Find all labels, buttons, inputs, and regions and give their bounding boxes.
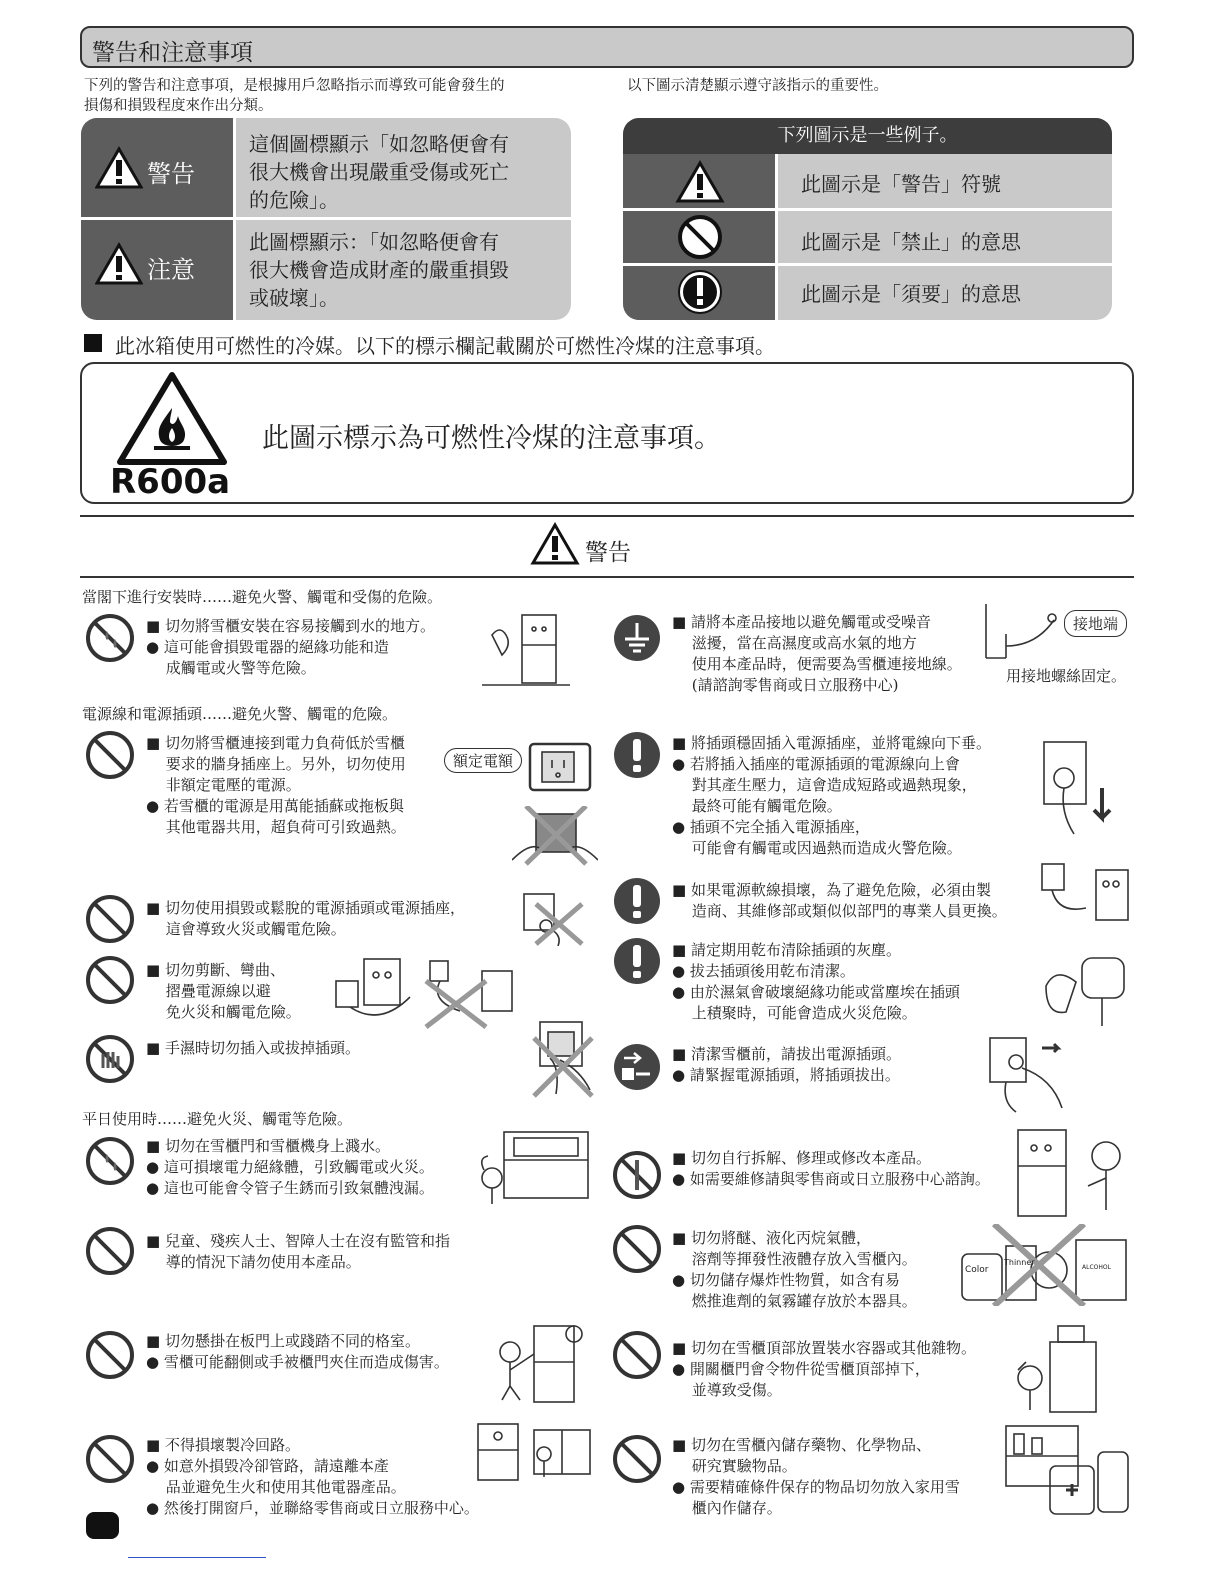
prohibited-icon [85,1434,135,1484]
divider [80,576,1134,578]
warning-triangle-icon [95,146,143,190]
overloaded-socket-illustration [512,806,598,866]
repair-person-illustration [1014,1126,1132,1220]
list-item: ■ 如果電源軟線損壞，為了避免危險，必須由製 造商、其維修部或類似似部門的專業人員更換。 [672,881,1007,920]
no-disassembly-icon [612,1150,662,1200]
color-can-label: Color [965,1265,989,1275]
no-water-icon [85,1136,135,1186]
mandatory-icon [612,936,662,986]
caution-triangle-icon [95,242,143,286]
flammable-refrigerant-box [80,362,1134,504]
section-title: 警告和注意事項 [92,40,253,66]
damaged-cord-illustration [1036,860,1132,926]
list-item: ■ 切勿將雪櫃連接到電力負荷低於雪櫃 要求的牆身插座上。另外，切勿使用 非額定電壓的電源。 ● 若雪櫃的電源是用萬能插蘇或拖板與 其他電器共用，超負荷可引致過熱。 [146,734,406,836]
intro-right: 以下圖示清楚顯示遵守該指示的重要性。 [627,78,888,94]
refrigerant-code: R600a [110,462,231,502]
section-header [80,26,1134,68]
alcohol-can-label: ALCOHOL [1082,1264,1111,1271]
medicine-storage-illustration [1002,1422,1132,1518]
ground-wire-illustration [982,604,1068,664]
ground-screw-label: 用接地螺絲固定。 [1006,667,1127,685]
footer-link-line [128,1557,266,1558]
prohibited-icon [612,1330,662,1380]
list-item: ■ 手濕時切勿插入或拔掉插頭。 [146,1039,360,1057]
intro-left [84,76,604,116]
square-bullet-icon [84,334,102,352]
list-item: ■ 切勿剪斷、彎曲、 摺疊電源線以避 免火災和觸電危險。 [146,961,301,1021]
unplugging-hand-illustration [986,1030,1086,1116]
fridge-water-illustration [482,605,572,693]
list-item: ■ 切勿懸掛在板門上或踐踏不同的格室。 ● 雪櫃可能翻側或手被櫃門夾住而造成傷害。 [146,1332,449,1371]
example-prohibited-text: 此圖示是「禁止」的意思 [801,230,1021,254]
list-item: ■ 切勿使用損毀或鬆脫的電源插頭或電源插座， 這會導致火災或觸電危險。 [146,899,465,938]
list-item: ■ 清潔雪櫃前，請拔出電源插頭。 ● 請緊握電源插頭，將插頭拔出。 [672,1045,901,1084]
dusting-plug-illustration [1036,946,1132,1028]
rated-voltage-label: 額定電額 [444,748,522,773]
hazard-levels-box [81,118,571,320]
list-item: ■ 切勿在雪櫃內儲存藥物、化學物品、 研究實驗物品。 ● 需要精確條件保存的物品切勿放入家用雪 櫃內作儲存。 [672,1436,960,1517]
no-water-icon [85,613,135,663]
ground-terminal-label: 接地端 [1064,610,1127,637]
ground-icon [612,613,662,663]
symbol-examples-box [623,118,1112,320]
list-item: ■ 切勿自行拆解、修理或修改本產品。 ● 如需要維修請與零售商或日立服務中心諮詢。 [672,1149,990,1188]
prohibited-icon [612,1224,662,1274]
prohibited-icon [85,1226,135,1276]
example-warning-text: 此圖示是「警告」符號 [801,172,1001,196]
prohibited-icon [85,730,135,780]
unplug-icon [612,1042,662,1092]
mandatory-icon [676,268,724,316]
damaged-plug-illustration [512,880,588,946]
example-mandatory-text: 此圖示是「須要」的意思 [801,282,1021,306]
falling-objects-illustration [1010,1322,1116,1416]
bent-cord-illustration [330,955,520,1031]
intro-line: 下列的警告和注意事項，是根據用戶忽略指示而導致可能會發生的 [84,78,505,94]
prohibited-icon [612,1434,662,1484]
plug-insert-illustration [1040,738,1126,838]
list-item: ■ 請定期用乾布清除插頭的灰塵。 ● 拔去插頭後用乾布清潔。 ● 由於濕氣會破壞絕緣功能或當塵埃在插頭 上積聚時，可能會造成火災危險。 [672,941,960,1022]
ventilate-window-illustration [472,1420,596,1484]
thinner-can-label: Thinner [1004,1258,1035,1267]
mandatory-icon [612,730,662,780]
refrigerant-statement: 此圖示標示為可燃性冷煤的注意事項。 [262,423,721,454]
prohibited-icon [85,955,135,1005]
outlet-illustration [528,742,594,794]
flammable-warning-icon [116,370,228,466]
list-item: ■ 兒童、殘疾人士、智障人士在沒有監管和指 導的情況下請勿使用本產品。 [146,1232,450,1271]
mandatory-icon [612,876,662,926]
list-item: ■ 切勿將雪櫃安裝在容易接觸到水的地方。 ● 這可能會損毀電器的絕緣功能和造 成觸電或火警等危險。 [146,617,435,677]
intro-line: 損傷和損毀程度來作出分類。 [84,98,273,114]
warning-triangle-icon [675,160,725,204]
list-item: ■ 不得損壞製冷回路。 ● 如意外損毀冷卻管路，請遠離本產 品並避免生火和使用其他電器產品。 ● 然後打開窗戶，並聯絡零售商或日立服務中心。 [146,1436,479,1517]
refrigerant-note: 此冰箱使用可燃性的冷媒。以下的標示欄記載關於可燃性冷煤的注意事項。 [115,334,775,358]
no-wet-hands-icon [85,1034,135,1084]
list-item: ■ 切勿在雪櫃門和雪櫃機身上濺水。 ● 這可損壞電力絕緣體，引致觸電或火災。 ● 這也可能會令管子生銹而引致氣體洩漏。 [146,1137,434,1197]
prohibited-icon [85,894,135,944]
list-item: ■ 將插頭穩固插入電源插座，並將電線向下垂。 ● 若將插入插座的電源插頭的電源線向上會 對其產生壓力，這會造成短路或過熱現象， 最終可能有觸電危險。 ● 插頭不完全插入電源插座， 可能會有觸電或因過熱而造成火警危險。 [672,734,991,857]
section-heading-power: 電源線和電源插頭……避免火警、觸電的危險。 [82,705,398,723]
section-heading-install: 當閣下進行安裝時……避免火警、觸電和受傷的危險。 [82,588,443,606]
splashing-fridge-illustration [478,1124,594,1208]
prohibited-icon [85,1330,135,1380]
list-item: ■ 切勿在雪櫃頂部放置裝水容器或其他雜物。 ● 開關櫃門會令物件從雪櫃頂部掉下， 並導致受傷。 [672,1339,976,1399]
child-hanging-door-illustration [494,1322,594,1406]
divider [80,515,1134,517]
caution-label: 注意 [147,256,195,284]
caution-description: 此圖標顯示：「如忽略便會有 很大機會造成財產的嚴重損毀 或破壞」。 [249,230,509,310]
examples-header: 下列圖示是一些例子。 [623,118,1112,154]
list-item: ■ 切勿將醚、液化丙烷氣體， 溶劑等揮發性液體存放入雪櫃內。 ● 切勿儲存爆炸性物質，如含有易 燃推進劑的氣霧罐存放於本器具。 [672,1229,917,1310]
section-heading-daily: 平日使用時……避免火災、觸電等危險。 [82,1110,353,1128]
warning-label: 警告 [147,160,195,188]
prohibited-icon [676,214,724,260]
warning-section-title: 警告 [585,540,631,566]
warning-triangle-icon [530,522,580,566]
page-marker [86,1512,119,1539]
wet-hand-plug-illustration [530,1018,596,1098]
list-item: ■ 請將本產品接地以避免觸電或受噪音 滋擾，當在高濕度或高水氣的地方 使用本產品時，便需要為雪櫃連接地線。 (請諮詢零售商或日立服務中心) [672,613,962,694]
warning-description: 這個圖標顯示「如忽略便會有 很大機會出現嚴重受傷或死亡 的危險」。 [249,132,509,212]
